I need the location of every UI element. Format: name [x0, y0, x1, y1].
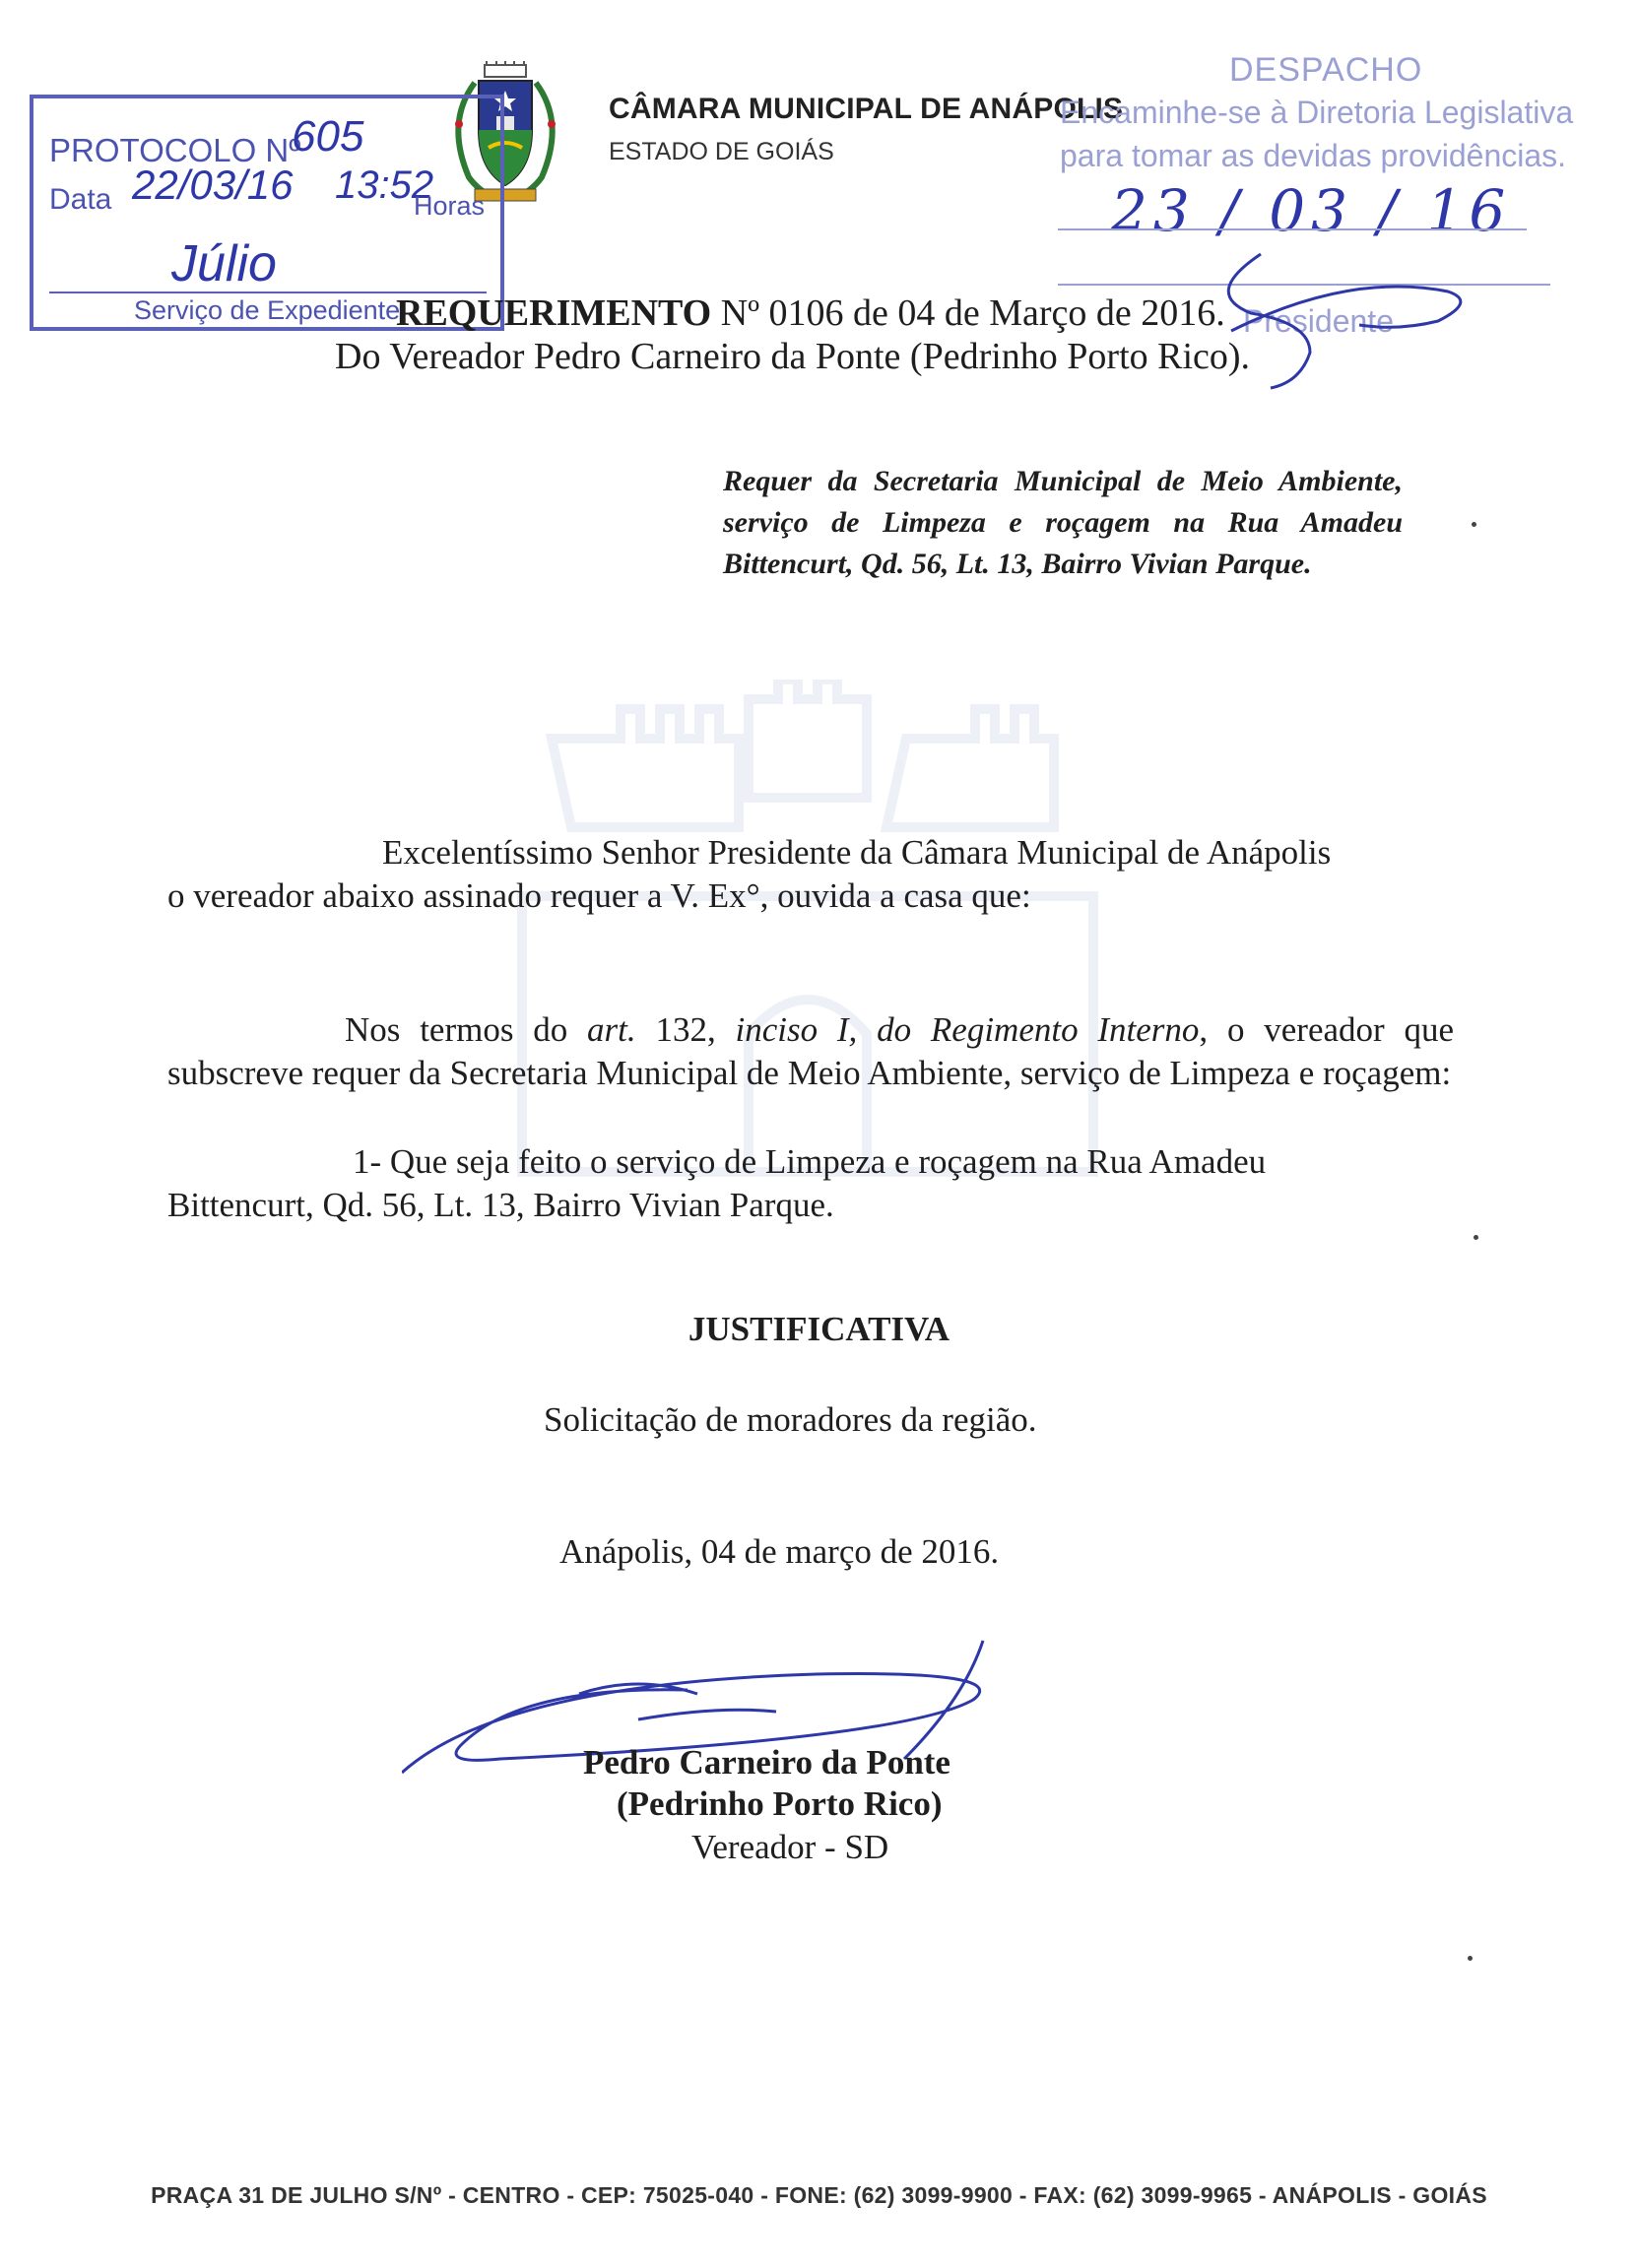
paragraph-art: art. [587, 1010, 636, 1049]
document-title [396, 292, 1225, 335]
protocol-label: PROTOCOLO Nº [49, 132, 301, 168]
place-and-date: Anápolis, 04 de março de 2016. [559, 1532, 1000, 1571]
paragraph-indent [167, 1010, 345, 1049]
scan-speck [1468, 1956, 1473, 1961]
despacho-text-line1: Encaminhe-se à Diretoria Legislativa [1060, 95, 1574, 130]
despacho-title: DESPACHO [1229, 51, 1423, 89]
signer-nickname: (Pedrinho Porto Rico) [617, 1784, 943, 1823]
despacho-date: 23 / 03 / 16 [1111, 177, 1512, 244]
protocol-date: 22/03/16 [132, 162, 294, 208]
despacho-text-line2: para tomar as devidas providências. [1060, 138, 1567, 173]
item1-line2: Bittencurt, Qd. 56, Lt. 13, Bairro Vivian Parque. [167, 1186, 834, 1224]
service-label: Serviço de Expediente [134, 295, 401, 325]
despacho-rule [1058, 228, 1527, 230]
organization-state: ESTADO DE GOIÁS [609, 138, 834, 165]
item1-line1: 1- Que seja feito o serviço de Limpeza e roçagem na Rua Amadeu [353, 1142, 1267, 1181]
document-summary: Requer da Secretaria Municipal de Meio Ambiente, serviço de Limpeza e roçagem na Rua Amadeu Bittencurt, Qd. 56, Lt. 13, Bairro Vivian Parque. [723, 465, 1403, 580]
scan-speck [1472, 522, 1476, 527]
protocol-number: 605 [292, 112, 364, 161]
protocol-hours-label: Horas [414, 191, 486, 221]
protocol-time: 13:52 [335, 163, 434, 207]
protocol-date-label: Data [49, 183, 112, 216]
organization-name: CÂMARA MUNICIPAL DE ANÁPOLIS [609, 93, 1124, 125]
document-author: Do Vereador Pedro Carneiro da Ponte (Pedrinho Porto Rico). [335, 336, 1251, 377]
signer-role: Vereador - SD [691, 1828, 889, 1866]
paragraph-regimento: inciso I, do Regimento Interno [735, 1010, 1200, 1049]
castle-watermark [492, 680, 1123, 1192]
paragraph-text-c: 132, [635, 1010, 736, 1049]
request-paragraph [167, 1008, 1454, 1095]
salutation-line1: Excelentíssimo Senhor Presidente da Câmara Municipal de Anápolis [382, 833, 1332, 872]
paragraph-text-a: Nos termos do [345, 1010, 588, 1049]
justification-text: Solicitação de moradores da região. [544, 1400, 1037, 1439]
document-title-prefix: REQUERIMENTO [396, 292, 712, 334]
receiver-signature: Júlio [171, 235, 277, 292]
justification-title: JUSTIFICATIVA [688, 1310, 950, 1348]
president-label: Presidente [1243, 303, 1394, 339]
paragraph-text-e: , o vereador que subscreve requer da Secretaria Municipal de Meio Ambiente, serviço de Limpeza e roçagem: [167, 1010, 1454, 1092]
signer-name: Pedro Carneiro da Ponte [583, 1743, 950, 1782]
footer-address: PRAÇA 31 DE JULHO S/Nº - CENTRO - CEP: 75025-040 - FONE: (62) 3099-9900 - FAX: (62) 3099-9965 - ANÁPOLIS - GOIÁS [151, 2182, 1487, 2208]
salutation-line2: o vereador abaixo assinado requer a V. Ex°, ouvida a casa que: [167, 876, 1031, 915]
request-item-1 [167, 1140, 1454, 1227]
document-title-rest: Nº 0106 de 04 de Março de 2016. [711, 292, 1225, 334]
scan-speck [1474, 1235, 1478, 1240]
salutation [167, 831, 1454, 918]
